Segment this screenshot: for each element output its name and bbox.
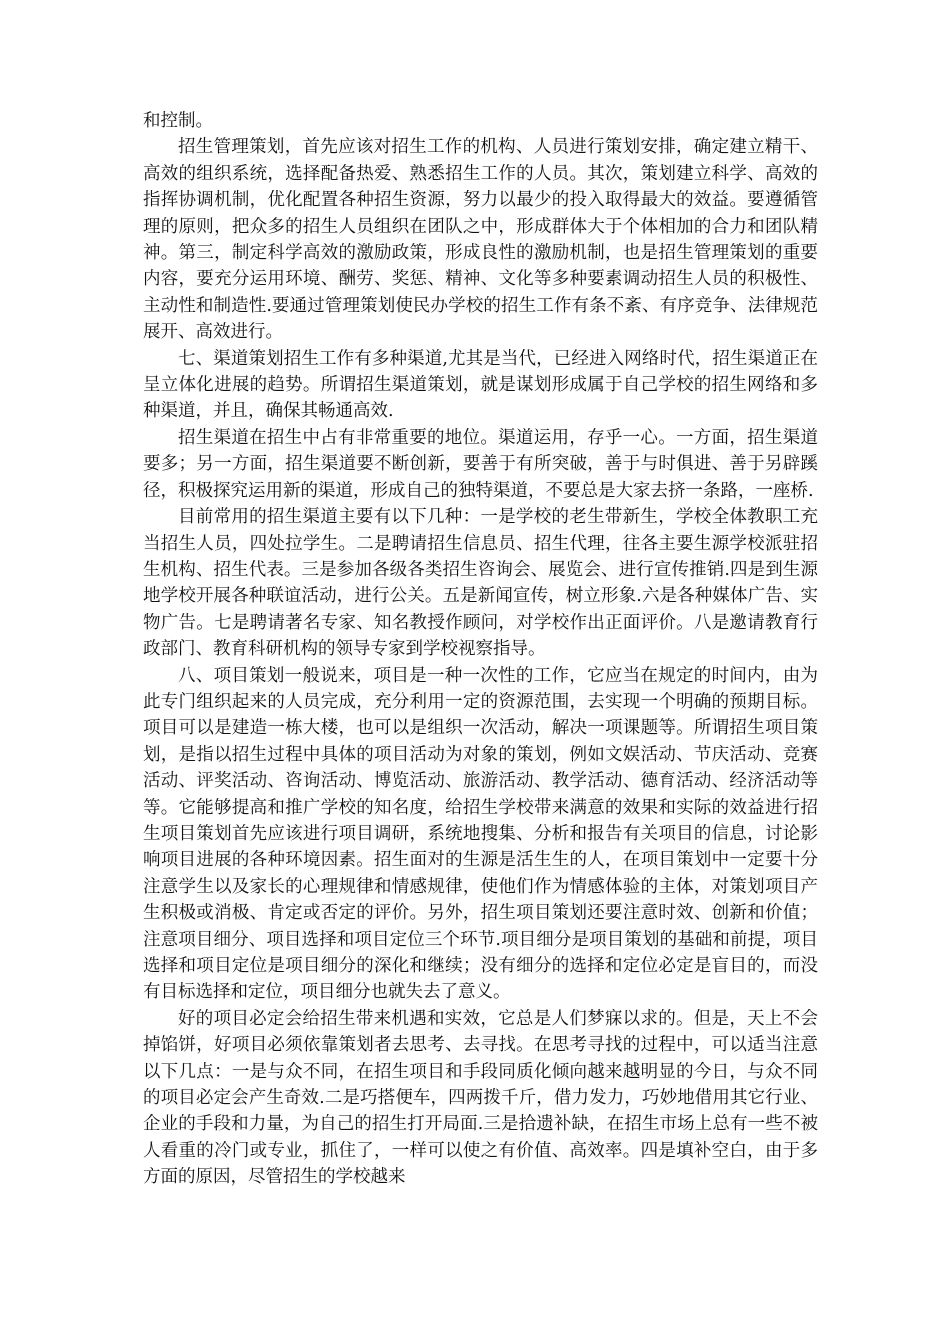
paragraph-channel-importance: 招生渠道在招生中占有非常重要的地位。渠道运用，存乎一心。一方面，招生渠道要多；另一方面，招生渠道要不断创新，要善于有所突破，善于与时俱进、善于另辟蹊径，积极探究运用新的渠道，形成自己的独特渠道，不要总是大家去挤一条路，一座桥. xyxy=(143,427,818,501)
paragraph-common-channels: 目前常用的招生渠道主要有以下几种：一是学校的老生带新生，学校全体教职工充当招生人员，四处拉学生。二是聘请招生信息员、招生代理，往各主要生源学校派驻招生机构、招生代表。三是参加各级各类招生咨询会、展览会、进行宣传推销.四是到生源地学校开展各种联谊活动，进行公关。五是新闻宣传，树立形象.六是各种媒体广告、实物广告。七是聘请著名专家、知名教授作顾问，对学校作出正面评价。八是邀请教育行政部门、教育科研机构的领导专家到学校视察指导。 xyxy=(143,507,818,660)
paragraph-channel-planning: 七、渠道策划招生工作有多种渠道,尤其是当代，已经进入网络时代，招生渠道正在呈立体化进展的趋势。所谓招生渠道策划，就是谋划形成属于自己学校的招生网络和多种渠道，并且，确保其畅通高效. xyxy=(143,348,818,422)
paragraph-good-projects: 好的项目必定会给招生带来机遇和实效，它总是人们梦寐以求的。但是，天上不会掉馅饼，好项目必须依靠策划者去思考、去寻找。在思考寻找的过程中，可以适当注意以下几点：一是与众不同，在招生项目和手段同质化倾向越来越明显的今日，与众不同的项目必定会产生奇效.二是巧搭便车，四两拨千斤，借力发力，巧妙地借用其它行业、企业的手段和力量，为自己的招生打开局面.三是拾遗补缺，在招生市场上总有一些不被人看重的冷门或专业，抓住了，一样可以使之有价值、高效率。四是填补空白，由于多方面的原因，尽管招生的学校越来 xyxy=(143,1008,818,1188)
document-page xyxy=(143,108,818,1191)
paragraph-management-planning: 招生管理策划，首先应该对招生工作的机构、人员进行策划安排，确定建立精干、高效的组织系统，选择配备热爱、熟悉招生工作的人员。其次，策划建立科学、高效的指挥协调机制，优化配置各种招生资源，努力以最少的投入取得最大的效益。要遵循管理的原则，把众多的招生人员组织在团队之中，形成群体大于个体相加的合力和团队精神。第三，制定科学高效的激励政策，形成良性的激励机制，也是招生管理策划的重要内容，要充分运用环境、酬劳、奖惩、精神、文化等多种要素调动招生人员的积极性、主动性和制造性.要通过管理策划使民办学校的招生工作有条不紊、有序竞争、法律规范展开、高效进行。 xyxy=(143,137,818,343)
paragraph-project-planning: 八、项目策划一般说来，项目是一种一次性的工作，它应当在规定的时间内，由为此专门组织起来的人员完成，充分利用一定的资源范围，去实现一个明确的预期目标。项目可以是建造一栋大楼，也可以是组织一次活动，解决一项课题等。所谓招生项目策划，是指以招生过程中具体的项目活动为对象的策划，例如文娱活动、节庆活动、竞赛活动、评奖活动、咨询活动、博览活动、旅游活动、教学活动、德育活动、经济活动等等。它能够提高和推广学校的知名度，给招生学校带来满意的效果和实际的效益进行招生项目策划首先应该进行项目调研，系统地搜集、分析和报告有关项目的信息，讨论影响项目进展的各种环境因素。招生面对的生源是活生生的人，在项目策划中一定要十分注意学生以及家长的心理规律和情感规律，使他们作为情感体验的主体，对策划项目产生积极或消极、肯定或否定的评价。另外，招生项目策划还要注意时效、创新和价值；注意项目细分、项目选择和项目定位三个环节.项目细分是项目策划的基础和前提，项目选择和项目定位是项目细分的深化和继续；没有细分的选择和定位必定是盲目的，而没有目标选择和定位，项目细分也就失去了意义。 xyxy=(143,665,818,1003)
paragraph-continuation: 和控制。 xyxy=(143,111,213,131)
